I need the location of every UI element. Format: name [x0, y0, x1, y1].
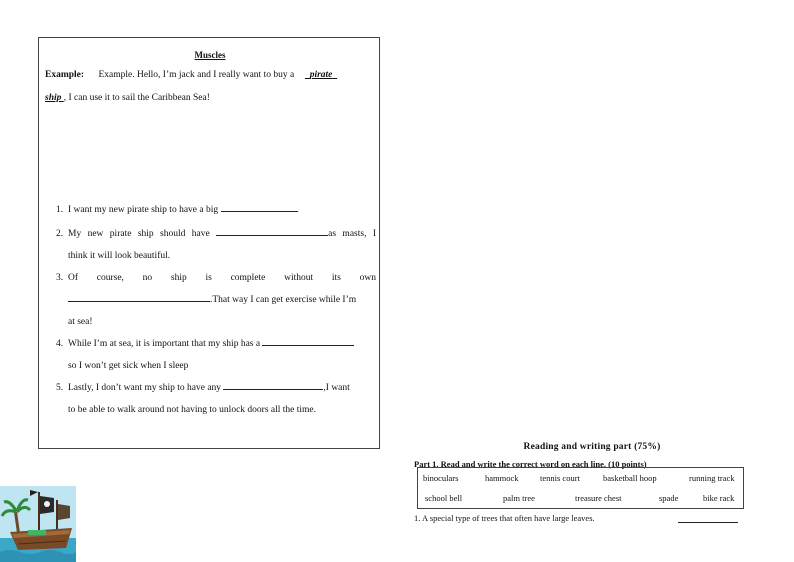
question-3 — [56, 267, 376, 333]
example-label: Example: — [45, 70, 85, 80]
reading-writing-title: Reading and writing part (75%) — [523, 442, 661, 452]
question-text: Lastly, I don’t want my ship to have any ,I want — [68, 377, 350, 399]
pirate-ship-picture — [0, 486, 76, 562]
worksheet-title: Muscles — [194, 50, 226, 60]
reading-question-1: 1. A special type of trees that often have large leaves. — [414, 513, 595, 523]
question-number: 1. — [56, 205, 64, 215]
question-1 — [56, 199, 376, 221]
worksheet-box — [38, 37, 380, 449]
word-bank-item: treasure chest — [575, 493, 622, 503]
word-bank-item: running track — [689, 473, 735, 483]
example-text-1: Example. Hello, I’m jack and I really want to buy a — [98, 70, 295, 80]
question-2 — [56, 223, 376, 267]
question-4 — [56, 333, 376, 377]
answer-blank[interactable] — [678, 522, 738, 523]
word-bank-item: hammock — [485, 473, 519, 483]
question-number: 3. — [56, 273, 64, 283]
question-text-cont: think it will look beautiful. — [68, 251, 171, 261]
word-bank-item: basketball hoop — [603, 473, 657, 483]
example-line-2 — [45, 93, 210, 103]
question-5 — [56, 377, 376, 421]
question-text: While I’m at sea, it is important that my ship has a — [68, 333, 354, 355]
question-text-cont: .That way I can get exercise while I’m — [68, 289, 356, 311]
word-bank — [417, 467, 744, 509]
example-text-2: , I can use it to sail the Caribbean Sea! — [63, 93, 210, 103]
question-text-cont: to be able to walk around not having to unlock doors all the time. — [68, 405, 317, 415]
question-text: I want my new pirate ship to have a big . — [68, 199, 299, 221]
question-number: 4. — [56, 339, 64, 349]
answer-blank[interactable] — [68, 292, 210, 302]
question-text: Of course, no ship is complete without its own — [68, 273, 376, 283]
question-text-cont: so I won’t get sick when I sleep — [68, 361, 189, 371]
example-answer-pirate: pirate — [309, 70, 333, 80]
example-line-1 — [45, 70, 337, 80]
word-bank-item: bike rack — [703, 493, 735, 503]
word-bank-item: tennis court — [540, 473, 580, 483]
question-number: 2. — [56, 229, 64, 239]
example-answer-ship: ship — [45, 93, 62, 103]
word-bank-item: school bell — [425, 493, 463, 503]
question-text: My new pirate ship should have as masts, I — [68, 223, 376, 245]
part1-instructions: Part 1. Read and write the correct word on each line. (10 points) — [414, 459, 647, 469]
answer-blank[interactable] — [262, 336, 354, 346]
answer-blank[interactable] — [216, 226, 328, 236]
answer-blank[interactable] — [221, 202, 297, 212]
word-bank-item: palm tree — [503, 493, 535, 503]
question-number: 5. — [56, 383, 64, 393]
word-bank-item: binoculars — [423, 473, 459, 483]
word-bank-item: spade — [659, 493, 679, 503]
question-text-cont: at sea! — [68, 317, 93, 327]
answer-blank[interactable] — [223, 380, 323, 390]
